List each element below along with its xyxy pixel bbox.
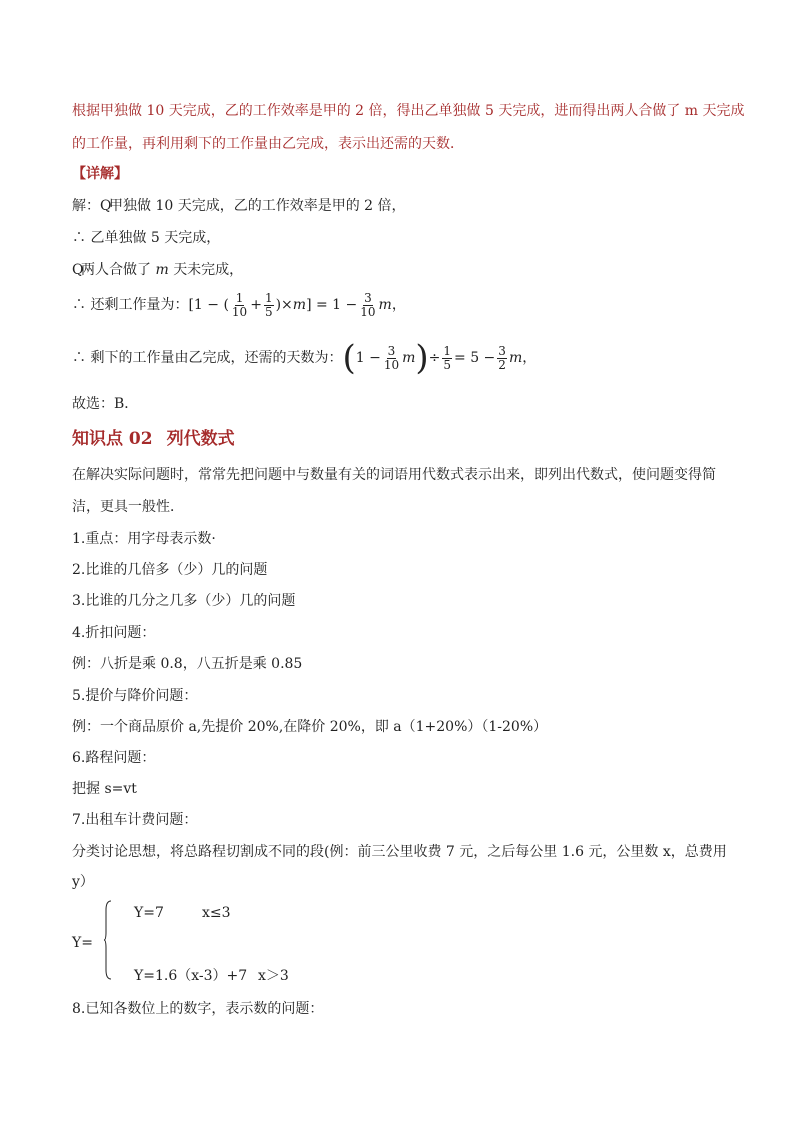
list-item: 1.重点：用字母表示数·: [72, 531, 216, 547]
solution-step-2: [72, 228, 220, 248]
therefore-symbol: ∴: [72, 350, 86, 366]
detail-label: 【详解】: [72, 166, 128, 182]
math-one-minus: 1 −: [355, 350, 381, 366]
therefore-symbol: ∴: [72, 230, 86, 246]
solution-step-3-post: 天未完成，: [173, 262, 244, 278]
comma: ，: [522, 350, 537, 366]
math-eq: = 5 −: [454, 350, 496, 366]
fraction: $\frac{3}{2}$: [498, 343, 506, 372]
solution-answer: 故选：B．: [72, 396, 139, 412]
list-item: 2.比谁的几倍多（少）几的问题: [72, 562, 268, 578]
solution-step-3-pre: 两人合做了: [81, 262, 151, 278]
list-item: 3.比谁的几分之几多（少）几的问题: [72, 593, 296, 609]
paren-open: (: [342, 338, 356, 378]
piecewise-case-1-cond: x≤3: [202, 905, 231, 921]
solution-step-4: [72, 290, 406, 320]
list-item: 例：八折是乘 0.8，八五折是乘 0.85: [72, 656, 303, 672]
math-close: ] = 1 −: [306, 297, 358, 313]
because-symbol: Q: [72, 262, 84, 278]
fraction: $\frac{3}{10}$: [383, 343, 400, 372]
list-item: 7.出租车计费问题：: [72, 812, 198, 828]
piecewise-lhs: Y=: [72, 935, 93, 951]
fraction: $\frac{1}{5}$: [264, 290, 273, 319]
piecewise-brace: [104, 900, 112, 980]
section-title: 列代数式: [166, 429, 235, 449]
fraction: $\frac{3}{10}$: [360, 290, 376, 319]
piecewise-case-2-cond: x＞3: [258, 968, 289, 984]
list-item: 例：一个商品原价 a,先提价 20%,在降价 20%，即 a（1+20%）（1-20%）: [72, 719, 548, 735]
list-item: 分类讨论思想，将总路程切割成不同的段(例：前三公里收费 7 元，之后每公里 1.6 元，公里数 x，总费用: [72, 844, 727, 860]
intro-line-2: 洁，更具一般性．: [72, 499, 184, 515]
solution-step-5-text: 剩下的工作量由乙完成，还需的天数为：: [90, 350, 343, 366]
piecewise-case-2-expr: Y=1.6（x-3）+7: [134, 968, 248, 984]
list-item: 4.折扣问题：: [72, 625, 156, 641]
variable-m: m: [508, 350, 523, 366]
solution-step-4-text: 还剩工作量为：: [90, 297, 189, 313]
solution-step-3: [72, 260, 243, 280]
fraction: $\frac{1}{10}$: [231, 290, 248, 319]
solution-step-2-text: 乙单独做 5 天完成，: [90, 230, 221, 246]
solution-step-1-text: 甲独做 10 天完成，乙的工作效率是甲的 2 倍，: [109, 198, 406, 214]
math-plus: +: [250, 297, 262, 313]
solution-prefix: 解：: [72, 198, 100, 214]
solution-step-5: [72, 338, 536, 378]
variable-m: m: [155, 262, 169, 278]
list-item: y）: [72, 874, 94, 890]
analysis-line-1: 根据甲独做 10 天完成，乙的工作效率是甲的 2 倍，得出乙单独做 5 天完成，进而得出两人合做了 m 天完成: [72, 103, 745, 119]
list-item: 5.提价与降价问题：: [72, 688, 198, 704]
fraction: $\frac{1}{5}$: [443, 343, 452, 372]
paren-close: ): [415, 338, 429, 378]
list-item: 6.路程问题：: [72, 750, 156, 766]
analysis-line-2: 的工作量，再利用剩下的工作量由乙完成，表示出还需的天数．: [72, 136, 464, 152]
therefore-symbol: ∴: [72, 297, 86, 313]
math-open: [1 − (: [188, 297, 229, 313]
intro-line-1: 在解决实际问题时，常常先把问题中与数量有关的词语用代数式表示出来，即列出代数式，使问题变得简: [72, 467, 716, 483]
because-symbol: Q: [100, 198, 112, 214]
list-item: 把握 s=vt: [72, 781, 137, 797]
section-heading: [72, 429, 235, 449]
math-div: ÷: [428, 350, 441, 366]
list-item: 8.已知各数位上的数字，表示数的问题：: [72, 1001, 324, 1017]
variable-m: m: [378, 297, 392, 313]
solution-step-1: [72, 196, 406, 216]
comma: ，: [391, 297, 406, 313]
variable-m: m: [402, 350, 416, 366]
math-times: )×: [275, 297, 293, 313]
piecewise-case-1-expr: Y=7: [134, 905, 164, 921]
variable-m: m: [292, 297, 307, 313]
section-number: 知识点 02: [72, 429, 153, 449]
